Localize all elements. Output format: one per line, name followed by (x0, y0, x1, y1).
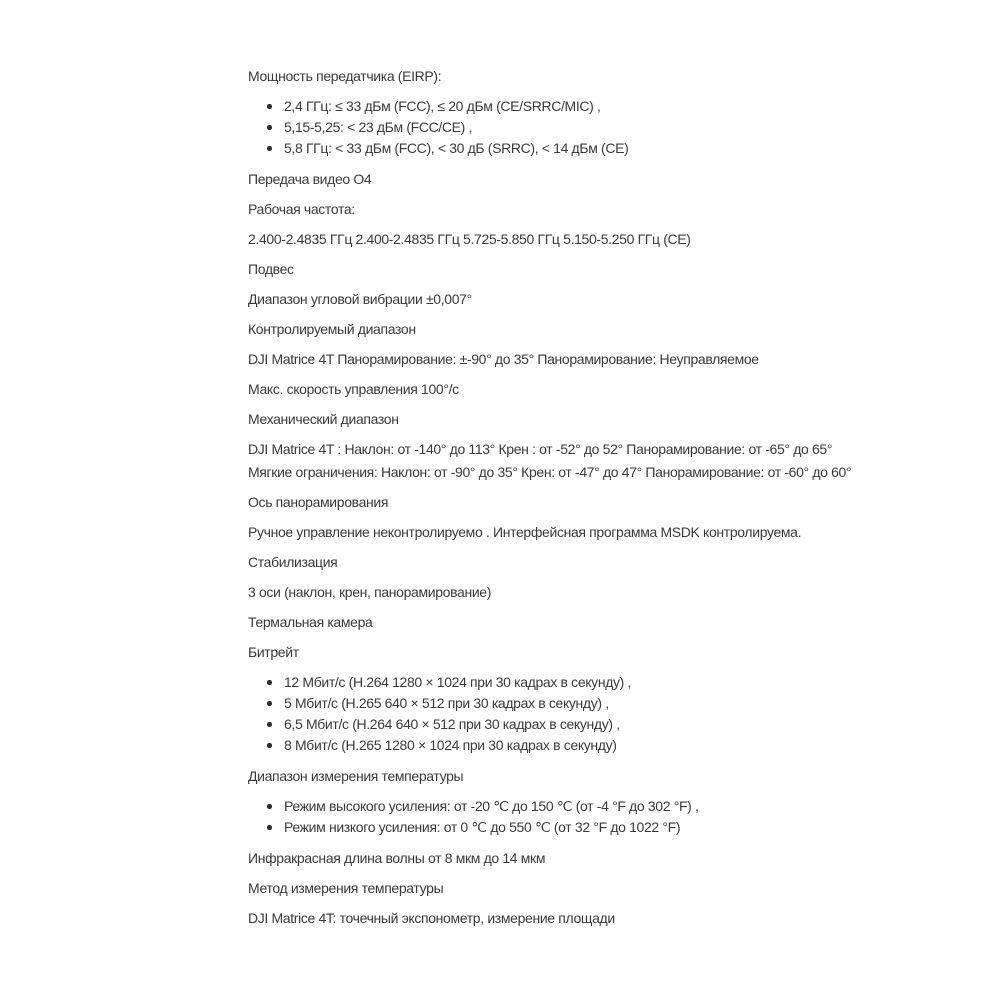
bitrate-label: Битрейт (248, 644, 299, 660)
transmitter-power-item: 5,15-5,25: < 23 дБм (FCC/CE) , (248, 117, 948, 138)
vibration-range-value: Диапазон угловой вибрации ±0,007° (248, 291, 472, 307)
operating-frequency-label: Рабочая частота: (248, 201, 355, 217)
mechanical-range-label: Механический диапазон (248, 411, 399, 427)
transmitter-power-label: Мощность передатчика (EIRP): (248, 68, 442, 84)
bitrate-item: 5 Мбит/с (H.265 640 × 512 при 30 кадрах в секунду) , (248, 693, 948, 714)
infrared-wavelength-value: Инфракрасная длина волны от 8 мкм до 14 мкм (248, 850, 546, 866)
controllable-range-label: Контролируемый диапазон (248, 321, 416, 337)
max-control-speed-value: Макс. скорость управления 100°/с (248, 381, 459, 397)
temperature-range-list (248, 796, 948, 838)
temperature-method-label: Метод измерения температуры (248, 880, 444, 896)
bitrate-item: 6,5 Мбит/с (H.264 640 × 512 при 30 кадрах в секунду) , (248, 714, 948, 735)
video-transmission-label: Передача видео O4 (248, 171, 372, 187)
temperature-range-item: Режим низкого усиления: от 0 ℃ до 550 ℃ (от 32 °F до 1022 °F) (248, 817, 948, 838)
spec-document (248, 66, 948, 938)
pan-axis-label: Ось панорамирования (248, 494, 389, 510)
bitrate-item: 12 Мбит/с (H.264 1280 × 1024 при 30 кадрах в секунду) , (248, 672, 948, 693)
operating-frequency-value: 2.400-2.4835 ГГц 2.400-2.4835 ГГц 5.725-5.850 ГГц 5.150-5.250 ГГц (CE) (248, 231, 691, 247)
transmitter-power-item: 5,8 ГГц: < 33 дБм (FCC), < 30 дБ (SRRC), < 14 дБм (CE) (248, 138, 948, 159)
stabilization-label: Стабилизация (248, 554, 338, 570)
temperature-method-value: DJI Matrice 4T: точечный экспонометр, измерение площади (248, 910, 615, 926)
transmitter-power-item: 2,4 ГГц: ≤ 33 дБм (FCC), ≤ 20 дБм (CE/SRRC/MIC) , (248, 96, 948, 117)
transmitter-power-list (248, 96, 948, 159)
mechanical-range-value-line1: DJI Matrice 4T : Наклон: от -140° до 113° Крен : от -52° до 52° Панорамирование: от -65° до 65° (248, 441, 833, 457)
temperature-range-item: Режим высокого усиления: от -20 ℃ до 150 ℃ (от -4 °F до 302 °F) , (248, 796, 948, 817)
gimbal-section-label: Подвес (248, 261, 294, 277)
temperature-range-label: Диапазон измерения температуры (248, 768, 464, 784)
thermal-camera-label: Термальная камера (248, 614, 373, 630)
stabilization-value: 3 оси (наклон, крен, панорамирование) (248, 584, 492, 600)
mechanical-range-value-line2: Мягкие ограничения: Наклон: от -90° до 35° Крен: от -47° до 47° Панорамирование: от -60° до 60° (248, 464, 852, 480)
bitrate-item: 8 Мбит/с (H.265 1280 × 1024 при 30 кадрах в секунду) (248, 735, 948, 756)
controllable-range-value: DJI Matrice 4T Панорамирование: ±-90° до 35° Панорамирование: Неуправляемое (248, 351, 759, 367)
bitrate-list (248, 672, 948, 756)
pan-axis-value: Ручное управление неконтролируемо . Интерфейсная программа MSDK контролируема. (248, 524, 802, 540)
